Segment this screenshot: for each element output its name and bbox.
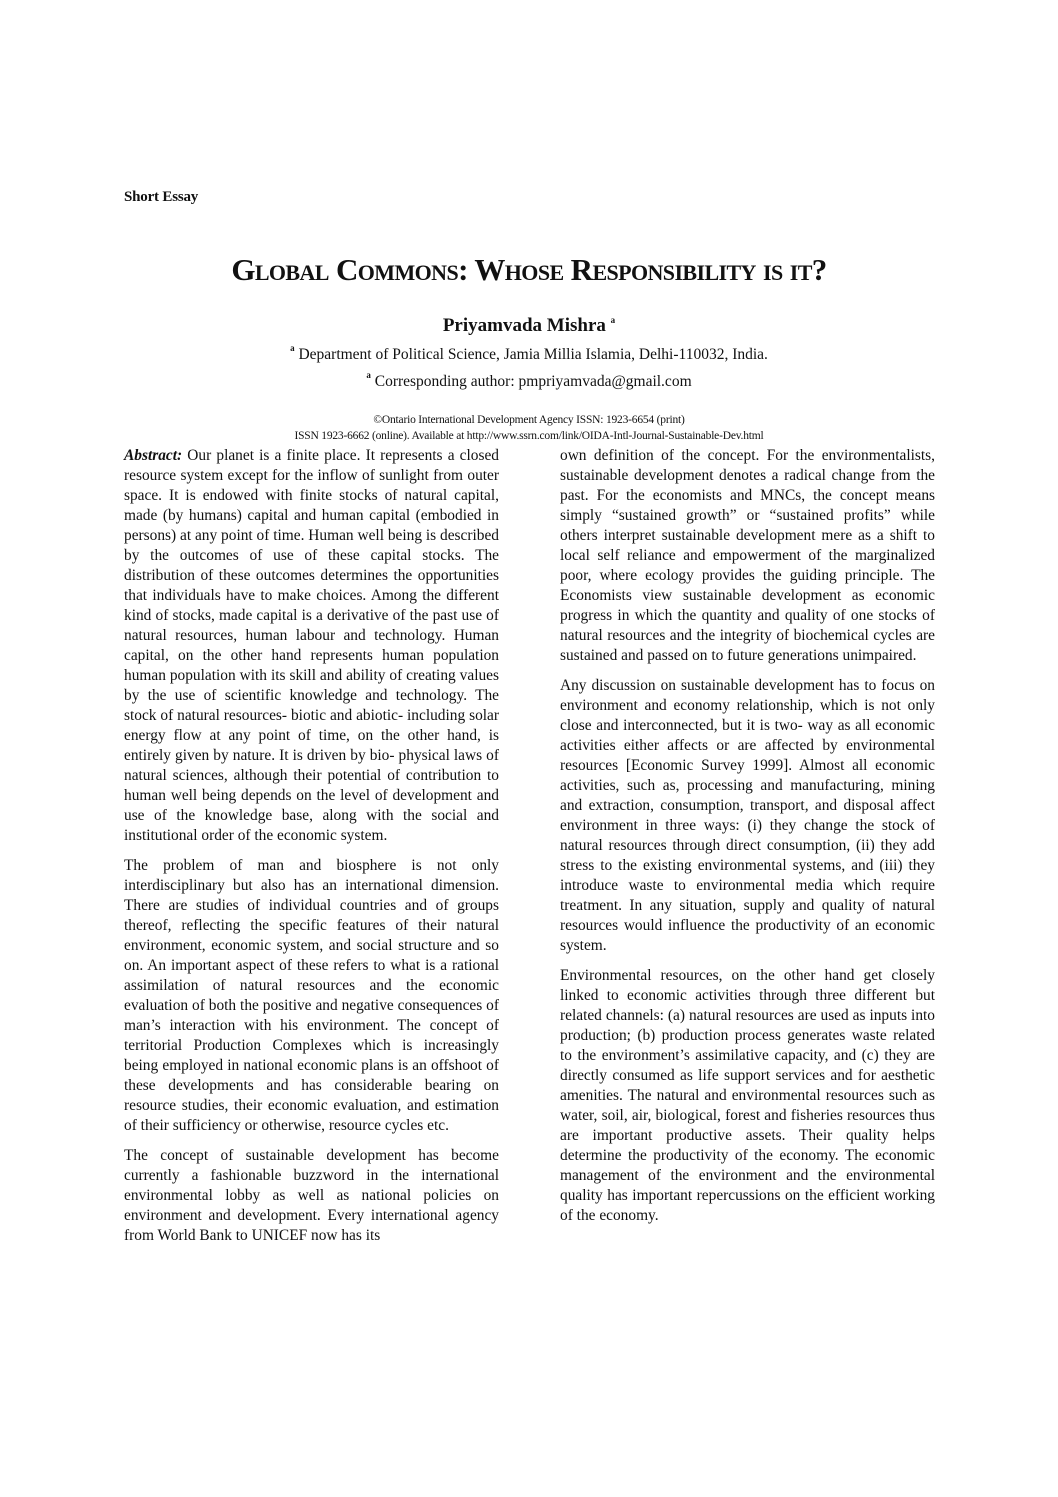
body-paragraph: The concept of sustainable development has become currently a fashionable buzzword in the international environmental lobby as well as national policies on environment and development. Every international agency from World Bank to UNICEF now has its [124, 1147, 499, 1244]
affiliation [0, 338, 1058, 365]
author-name [0, 308, 1058, 338]
right-column [560, 446, 935, 1236]
body-paragraph: The problem of man and biosphere is not only interdisciplinary but also has an international dimension. There are studies of individual countries and of groups thereof, reflecting the specific features of their natural environment, economic system, and social structure and so on. An important aspect of these refers to what is a rational assimilation of natural resources and the economic evaluation of both the positive and negative consequences of man’s interaction with his environment. The concept of territorial Production Complexes which is increasingly being employed in national economic plans is an offshoot of these developments and has considerable bearing on resource studies, their economic evaluation, and estimation of their sufficiency or otherwise, resource cycles etc. [124, 857, 499, 1134]
body-paragraph: Any discussion on sustainable development has to focus on environment and economy relationship, which is not only close and interconnected, but it is two- way as all economic activities either affects or are affected by environmental resources [Economic Survey 1999]. Almost all economic activities, such as, processing and manufacturing, mining and extraction, consumption, transport, and disposal affect environment in three ways: (i) they change the stock of natural resources through direct consumption, (ii) they add stress to the existing environmental systems, and (iii) they introduce waste to environmental media which require treatment. In any situation, supply and quality of natural resources would influence the productivity of an economic system. [560, 677, 935, 954]
author-name-text: Priyamvada Mishra [442, 315, 606, 336]
abstract-text: Our planet is a finite place. It represents a closed resource system except for the inflow of sunlight from outer space. It is endowed with finite stocks of natural capital, made (by humans) capital and human capital (embodied in persons) at any point of time. Human well being is described by the outcomes of use of these capital stocks. The distribution of these outcomes determines the opportunities that individuals have to make choices. Among the different kind of stocks, made capital is a derivative of the past use of natural resources, human labour and technology. Human capital, on the other hand represents human population human population with its skill and ability of creating values by the use of scientific knowledge and technology. The stock of natural resources- biotic and abiotic- including solar energy flow at any point of time, on the other hand, is entirely given by nature. It is driven by bio- physical laws of natural sciences, although their potential of contribution to human well being depends on the level of development and use of the knowledge base, along with the social and institutional order of the economic system. [124, 447, 499, 844]
copyright-notice [0, 412, 1058, 444]
corresponding-marker: a [366, 370, 371, 380]
body-paragraph: own definition of the concept. For the environmentalists, sustainable development denotes a radical change from the past. For the economists and MNCs, the concept means simply “sustained growth” or “sustained profits” while others interpret sustainable development mere as a shift to local self reliance and empowerment of the marginalized poor, where ecology provides the guiding principle. The Economists view sustainable development as economic progress in which the quantity and quality of one stocks of natural resources and the integrity of biochemical cycles are sustained and passed on to future generations unimpaired. [560, 447, 935, 664]
affiliation-marker: a [290, 343, 295, 353]
affiliation-text: Department of Political Science, Jamia Millia Islamia, Delhi-110032, India. [298, 346, 768, 363]
paper-title: Global Commons: Whose Responsibility is it? [231, 252, 827, 287]
section-label: Short Essay [124, 189, 199, 205]
corresponding-author [0, 365, 1058, 392]
corresponding-text: Corresponding author: pmpriyamvada@gmail.com [374, 373, 692, 390]
copyright-line-2: ISSN 1923-6662 (online). Available at http://www.ssrn.com/link/OIDA-Intl-Journal-Sustainable-Dev.html [294, 430, 764, 442]
author-block [0, 308, 1058, 444]
body-paragraph: Environmental resources, on the other hand get closely linked to economic activities through three different but related channels: (a) natural resources are used as inputs into production; (b) production process generates waste related to the environment’s assimilative capacity, and (c) they are directly consumed as life support services and for aesthetic amenities. The natural and environmental resources such as water, soil, air, biological, forest and fisheries resources thus are important productive assets. Their quality helps determine the productivity of the economy. The economic management of the environment and the environmental quality has important repercussions on the efficient working of the economy. [560, 967, 935, 1224]
abstract-paragraph [124, 446, 499, 846]
author-marker: a [610, 315, 616, 325]
left-column [124, 446, 499, 1256]
abstract-label: Abstract: [124, 447, 183, 464]
copyright-line-1: ©Ontario International Development Agency ISSN: 1923-6654 (print) [373, 414, 685, 426]
